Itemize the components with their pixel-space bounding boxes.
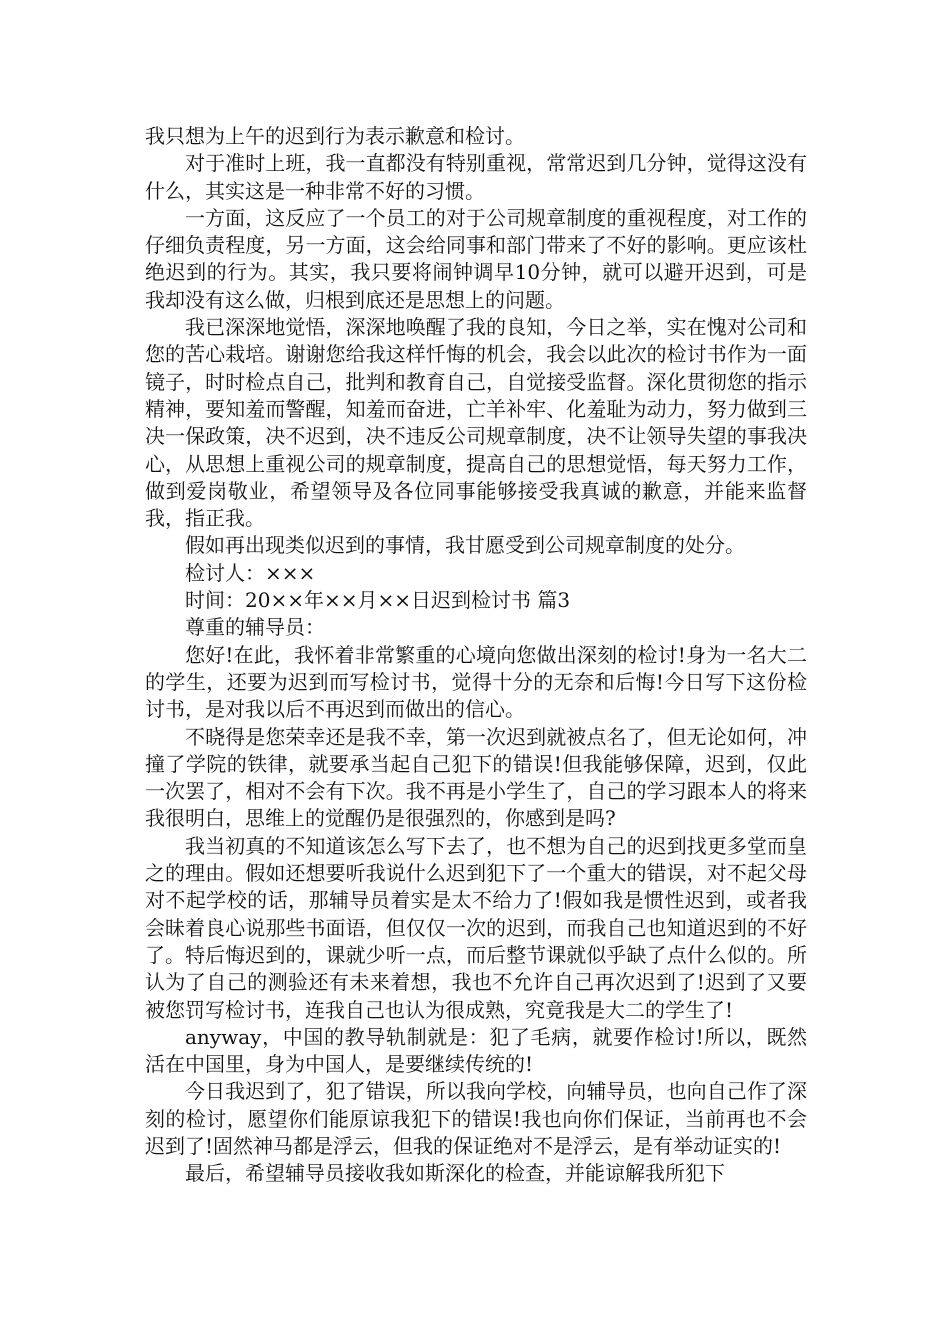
paragraph-closing: 最后，希望辅导员接收我如斯深化的检查，并能谅解我所犯下 [185, 1161, 725, 1186]
paragraph-reasons: 我当初真的不知道该怎么写下去了，也不想为自己的迟到找更多堂而皇之的理由。假如还想要听我说什么迟到犯下了一个重大的错误，对不起父母对不起学校的话，那辅导员着实是太不给力了!假如我是惯性迟到，或者我会昧着良心说那些书面语，但仅仅一次的迟到，而我自己也知道迟到的不好了。特后悔迟到的，课就少听一点，而后整节课就似乎缺了点什么似的。所认为了自己的测验还有未来着想，我也不允许自己再次迟到了!迟到了又要被您罚写检讨书，连我自己也认为很成熟，究竟我是大二的学生了! [145, 833, 807, 1022]
paragraph-reflection: 我已深深地觉悟，深深地唤醒了我的良知，今日之举，实在愧对公司和您的苦心栽培。谢谢您给我这样忏悔的机会，我会以此次的检讨书作为一面镜子，时时检点自己，批判和教育自己，自觉接受监督。深化贯彻您的指示精神，要知羞而警醒，知羞而奋进，亡羊补牢、化羞耻为动力，努力做到三决一保政策，决不迟到，决不违反公司规章制度，决不让领导失望的事我决心，从思想上重视公司的规章制度，提高自己的思想觉悟，每天努力工作，做到爱岗敬业，希望领导及各位同事能够接受我真诚的歉意，并能来监督我，指正我。 [145, 315, 807, 531]
paragraph-penalty-acceptance: 假如再出现类似迟到的事情，我甘愿受到公司规章制度的处分。 [185, 533, 745, 558]
paragraph-greeting: 您好!在此，我怀着非常繁重的心境向您做出深刻的检讨!身为一名大二的学生，还要为迟到而写检讨书，觉得十分的无奈和后悔!今日写下这份检讨书，是对我以后不再迟到而做出的信心。 [145, 642, 807, 722]
paragraph-anyway: anyway，中国的教导轨制就是：犯了毛病，就要作检讨!所以，既然活在中国里，身为中国人，是要继续传统的! [145, 1024, 807, 1077]
paragraph-first-lateness: 不晓得是您荣幸还是我不幸，第一次迟到就被点名了，但无论如何，冲撞了学院的铁律，就要承当起自己犯下的错误!但我能够保障，迟到，仅此一次罢了，相对不会有下次。我不再是小学生了，自己的学习跟本人的将来我很明白，思维上的觉醒仍是很强烈的，你感到是吗? [145, 724, 807, 831]
paragraph-impact: 一方面，这反应了一个员工的对于公司规章制度的重视程度，对工作的仔细负责程度，另一方面，这会给同事和部门带来了不好的影响。更应该杜绝迟到的行为。其实，我只要将闹钟调早10分钟，就可以避开迟到，可是我却没有这么做，归根到底还是思想上的问题。 [145, 205, 807, 312]
document-body [145, 123, 807, 1188]
salutation: 尊重的辅导员： [185, 615, 325, 640]
paragraph-punctuality: 对于准时上班，我一直都没有特别重视，常常迟到几分钟，觉得这没有什么，其实这是一种非常不好的习惯。 [145, 151, 807, 203]
paragraph-promise: 今日我迟到了，犯了错误，所以我向学校，向辅导员，也向自己作了深刻的检讨，愿望你们能原谅我犯下的错误!我也向你们保证，当前再也不会迟到了!固然神马都是浮云，但我的保证绝对不是浮云，是有举动证实的! [145, 1079, 807, 1158]
signature-line: 检讨人：××× [185, 560, 316, 585]
date-and-section-heading: 时间：20××年××月××日迟到检讨书 篇3 [185, 588, 571, 613]
paragraph-apology-intro: 我只想为上午的迟到行为表示歉意和检讨。 [145, 124, 525, 148]
